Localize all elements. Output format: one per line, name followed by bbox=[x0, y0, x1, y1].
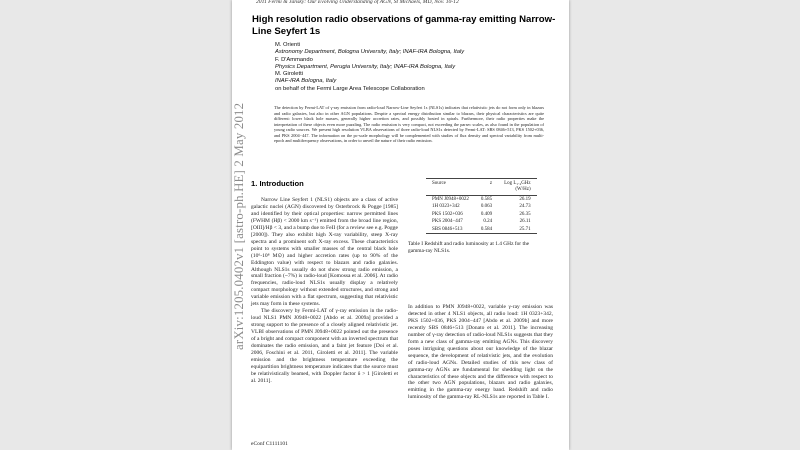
table-caption: Table I Redshift and radio luminosity at 1.4 GHz for the gamma-ray NLS1s. bbox=[408, 241, 530, 254]
table-cell: 26.19 bbox=[519, 196, 531, 202]
author-name: M. Giroletti bbox=[275, 71, 304, 78]
table-cell: 24.73 bbox=[519, 204, 531, 210]
collaboration-line: on behalf of the Fermi Large Area Telescope Collaboration bbox=[275, 85, 425, 92]
table-cell: 0.24 bbox=[483, 219, 493, 225]
table-unit-row bbox=[426, 187, 537, 195]
section-heading: 1. Introduction bbox=[251, 179, 304, 188]
table-cell: 0.585 bbox=[480, 196, 493, 202]
table-cell: 25.71 bbox=[498, 226, 537, 234]
running-header: 2011 Fermi & Jansky: Our Evolving Understanding of AGN, St Michaels, MD, Nov. 10-12 bbox=[256, 0, 459, 5]
author-name: F. D'Ammando bbox=[275, 56, 313, 63]
table-cell: 1H 0323+342 bbox=[432, 204, 460, 210]
table-cell: 0.409 bbox=[480, 211, 493, 217]
arxiv-identifier: arXiv:1205.0402v1 [astro-ph.HE] 2 May 2012 bbox=[232, 102, 246, 350]
table-cell: 0.063 bbox=[480, 204, 493, 210]
table-header-cell: Log L₁.₄GHz bbox=[498, 179, 537, 188]
table-header-cell: (W/Hz) bbox=[498, 187, 537, 195]
table-cell: PKS 2004−447 bbox=[432, 219, 463, 225]
table-row bbox=[426, 211, 537, 219]
table-header-row bbox=[426, 179, 537, 188]
paper-page bbox=[232, 0, 569, 450]
table-cell: 26.11 bbox=[519, 219, 531, 225]
table-row bbox=[426, 226, 537, 234]
table-header-cell: Source bbox=[426, 179, 475, 188]
table-cell: PMN J0948+0022 bbox=[432, 196, 469, 202]
author-affiliation: Physics Department, Perugia University, Italy; INAF-IRA Bologna, Italy bbox=[275, 63, 456, 70]
table-header-cell bbox=[426, 187, 475, 195]
data-table bbox=[426, 178, 537, 234]
table-cell: PKS 1502+036 bbox=[432, 211, 463, 217]
right-column bbox=[408, 304, 553, 401]
paper-title: High resolution radio observations of gamma-ray emitting Narrow-Line Seyfert 1s bbox=[252, 14, 556, 37]
abstract: The detection by Fermi-LAT of γ-ray emission from radio-loud Narrow-Line Seyfert 1s (NLS1s) indicates that relativistic jets do not form only in blazars and radio galaxies, but also in other AGN populations. Despite a spectral energy distribution similar to blazars, their physical characteristics are quite different: lower black hole masses, generally higher accretion rates, and possibly hosted in spirals. Furthermore, their radio properties make the interpretation of these objects even more puzzling. The radio emission is very compact, not exceeding the parsec scales, as also found in the population of young radio sources. We present high resolution VLBA observations of three radio-loud NLS1s detected by Fermi-LAT: SBS 0846+513, PKS 1502+036, and PKS 2004−447. The information on the pc-scale morphology will be complemented with studies of flux density and spectral variability from multi-epoch and multifrequency observations, in order to unveil the nature of their radio emission. bbox=[274, 105, 544, 143]
table-header-cell bbox=[475, 187, 498, 195]
table-row bbox=[426, 195, 537, 203]
author-affiliation: INAF-IRA Bologna, Italy bbox=[275, 78, 337, 85]
table-cell: 26.35 bbox=[519, 211, 531, 217]
intro-paragraph: Narrow Line Seyfert 1 (NLS1) objects are a class of active galactic nuclei (AGN) discovered by Osterbrock & Pogge [1985] and identified by their optical properties: narrow permitted lines (FWHM (Hβ) < 2000 km s⁻¹) emitted from the broad line region, [OIII]/Hβ < 3, and a bump due to FeII (for a review see e.g. Pogge [2000]). They also exhibit high X-ray variability, steep X-ray spectra and a prominent soft X-ray excess. These characteristics point to systems with smaller masses of the central black hole (10⁶-10⁸ M⊙) and higher accretion rates (up to 90% of the Eddington value) with respect to blazars and radio galaxies. Although NLS1s usually do not show strong radio emission, a small fraction (~7%) is radio-loud [Komossa et al. 2006]. At radio frequencies, radio-loud NLS1s usually display a relatively compact morphology without extended structures, and strong and variable emission with a flat spectrum, suggesting that relativistic jets may form in these systems. bbox=[251, 197, 398, 308]
intro-paragraph: The discovery by Fermi-LAT of γ-ray emission in the radio-loud NLS1 PMN J0948+0022 [Abdo et al. 2009a] provided a strong support to the presence of a closely aligned relativistic jet. VLBI observations of PMN J0948+0022 pointed out the presence of a bright and compact component with an inverted spectrum that dominates the radio emission, and a faint jet feature [Doi et al. 2006, Foschini et al. 2011, Giroletti et al. 2011]. The variable emission and the brightness temperature exceeding the equipartition brightness temperature indicates that the source must be relativistically beamed, with Doppler factor δ > 1 [Giroletti et al. 2011]. bbox=[251, 308, 398, 384]
table-row bbox=[426, 203, 537, 211]
table-cell: 0.584 bbox=[475, 226, 498, 234]
table-row bbox=[426, 218, 537, 226]
author-name: M. Orienti bbox=[275, 42, 301, 48]
table-header-cell: z bbox=[475, 179, 498, 188]
table-cell: SBS 0846+513 bbox=[426, 226, 475, 234]
author-affiliation: Astronomy Department, Bologna University, Italy; INAF-IRA Bologna, Italy bbox=[275, 49, 465, 56]
right-paragraph: In addition to PMN J0948+0022, variable γ-ray emission was detected in other 4 NLS1 objects, all radio loud: 1H 0323+342, PKS 1502+036, PKS 2004−447 [Abdo et al. 2009b] and more recently SBS 0846+513 [Donato et al. 2011]. The increasing number of γ-ray detection of radio-loud NLS1s suggests that they form a new class of gamma-ray emitting AGNs. This discovery poses intriguing questions about our knowledge of the blazar sequence, the development of relativistic jets, and the evolution of radio-loud AGNs. Detailed studies of this new class of gamma-ray AGNs are fundamental for shedding light on the characteristics of these objects and the difference with respect to the other two AGN populations, blazars and radio galaxies, emitting in the gamma-ray energy band. Redshift and radio luminosity of the gamma-ray RL-NLS1s are reported in Table I. bbox=[408, 304, 553, 401]
author-block bbox=[275, 42, 545, 93]
left-column bbox=[251, 197, 398, 385]
page-footer: eConf C1111101 bbox=[251, 441, 288, 447]
